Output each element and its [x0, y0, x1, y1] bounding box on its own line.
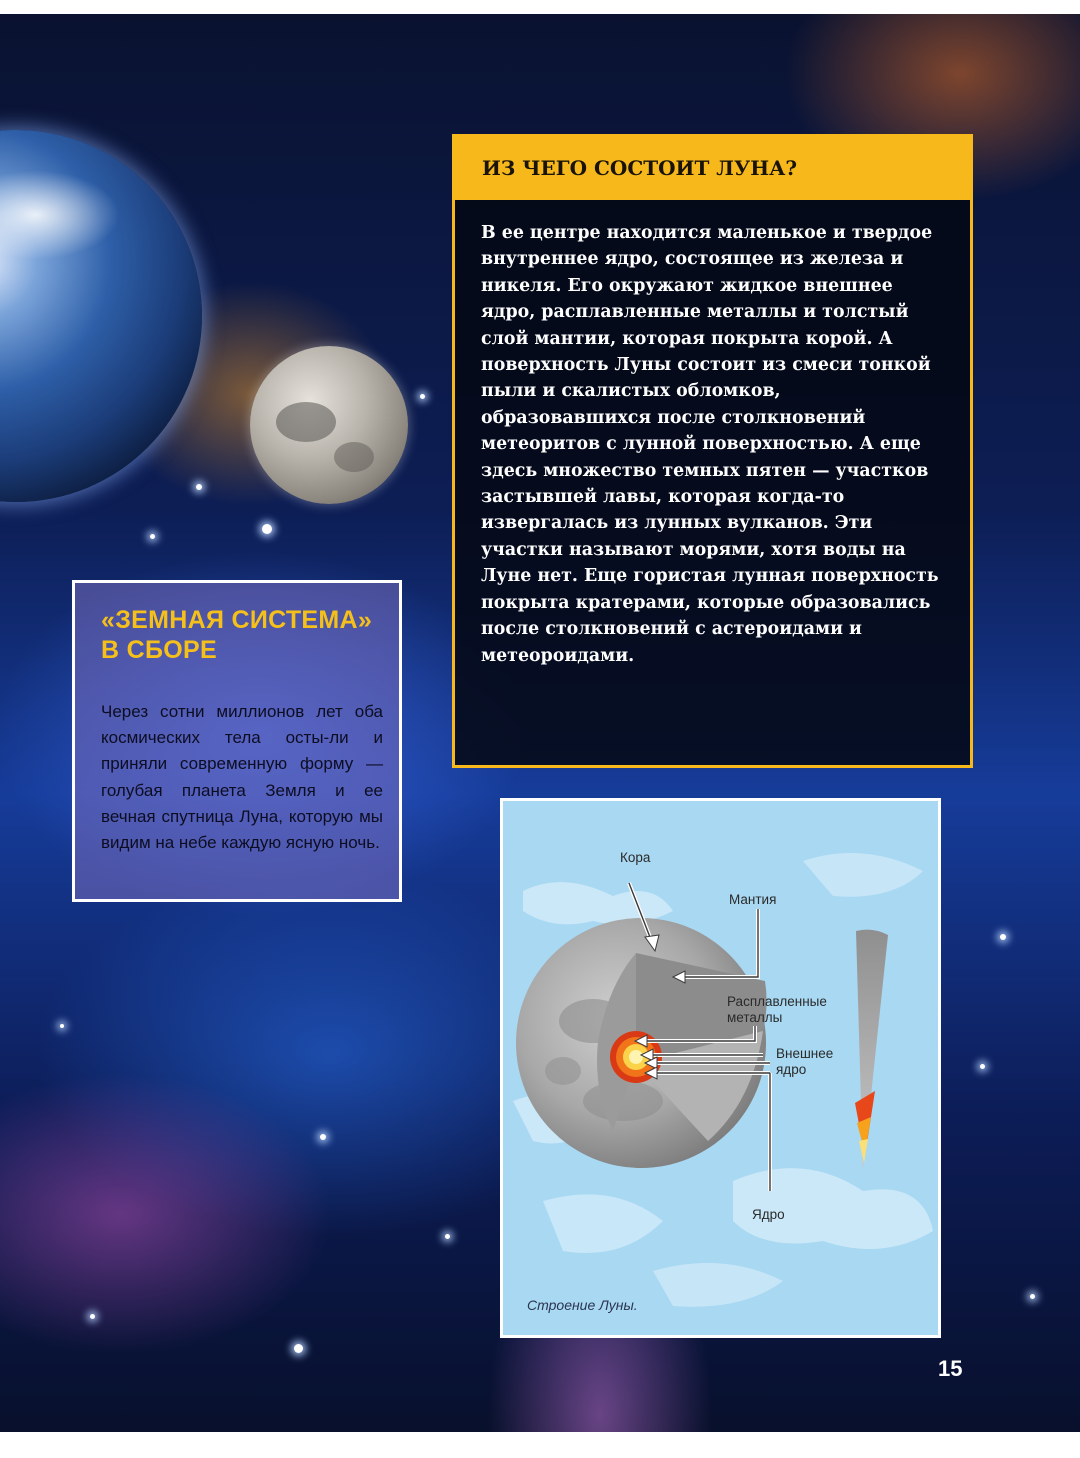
diagram-caption: Строение Луны.: [527, 1297, 638, 1313]
label-mantle: Мантия: [729, 892, 777, 907]
star: [262, 524, 272, 534]
star: [445, 1234, 450, 1239]
star: [320, 1134, 326, 1140]
label-crust: Кора: [620, 850, 651, 865]
main-text: В ее центре находится маленькое и твердое внутреннее ядро, состоящее из железа и никеля. Его окружают жидкое внешнее ядро, расплавленные металлы и толстый слой мантии, которая покрыта корой. А поверхность Луны состоит из смеси тонкой пыли и скалистых обломков, образовавшихся после столкновений метеоритов с лунной поверхностью. А еще здесь множество темных пятен — участков застывшей лавы, которая когда-то извергалась из лунных вулканов. Эти участки называют морями, хотя воды на Луне нет. Еще гористая лунная поверхность покрыта кратерами, которые образовались после столкновений с астероидами и метеороидами.: [481, 223, 939, 666]
star: [980, 1064, 985, 1069]
star: [150, 534, 155, 539]
star: [60, 1024, 64, 1028]
star: [1000, 934, 1006, 940]
sidebar-title: «ЗЕМНАЯ СИСТЕМА» В СБОРЕ: [101, 606, 373, 664]
page-number: 15: [938, 1356, 963, 1381]
star: [1030, 1294, 1035, 1299]
main-title: ИЗ ЧЕГО СОСТОИТ ЛУНА?: [482, 156, 798, 180]
star: [294, 1344, 303, 1353]
moon-structure-illustration: [503, 801, 938, 1335]
label-core: Ядро: [752, 1207, 785, 1222]
star: [90, 1314, 95, 1319]
star: [420, 394, 425, 399]
main-text-box: [452, 200, 973, 768]
earth-image: [0, 130, 202, 502]
moon-image: [250, 346, 408, 504]
page-background: [0, 14, 1080, 1432]
sidebar-text: Через сотни миллионов лет оба космических тела осты-ли и приняли современную форму — голубая планета Земля и ее вечная спутница Луна, которую мы видим на небе каждую ясную ночь.: [101, 702, 383, 853]
star: [196, 484, 202, 490]
main-header: [452, 134, 973, 200]
label-molten-metals: Расплавленные металлы: [727, 994, 827, 1025]
moon-structure-diagram: [500, 798, 941, 1338]
label-outer-core: Внешнее ядро: [776, 1046, 834, 1077]
sidebar-box: [72, 580, 402, 902]
